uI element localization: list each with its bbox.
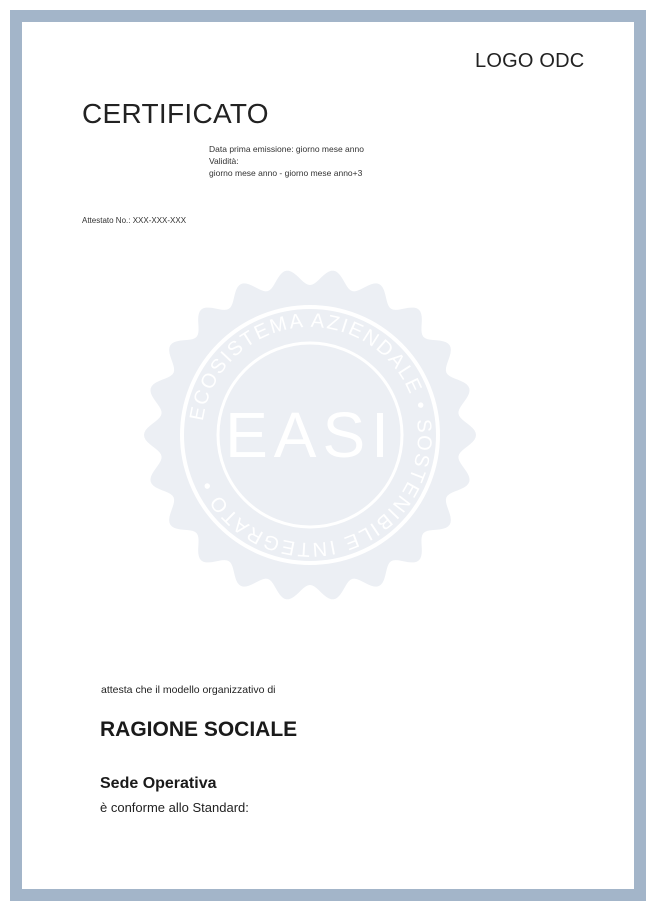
issue-dates-block	[209, 143, 364, 179]
validity-label: Validità:	[209, 156, 239, 166]
seal-center-text: EASI	[225, 399, 395, 471]
first-issue-date: Data prima emissione: giorno mese anno	[209, 144, 364, 154]
validity-range: giorno mese anno - giorno mese anno+3	[209, 168, 363, 178]
certificate-number: Attestato No.: XXX-XXX-XXX	[82, 216, 187, 225]
attests-text: attesta che il modello organizzativo di	[101, 684, 276, 696]
logo-placeholder: LOGO ODC	[475, 50, 585, 72]
company-name: RAGIONE SOCIALE	[100, 718, 298, 741]
operating-site: Sede Operativa	[100, 775, 217, 792]
certificate-title: CERTIFICATO	[82, 98, 269, 129]
seal-watermark-icon	[140, 265, 480, 605]
seal-ring-text: ECOSISTEMA AZIENDALE • SOSTENIBILE INTEGRATO •	[185, 309, 436, 561]
compliance-text: è conforme allo Standard:	[100, 800, 249, 815]
